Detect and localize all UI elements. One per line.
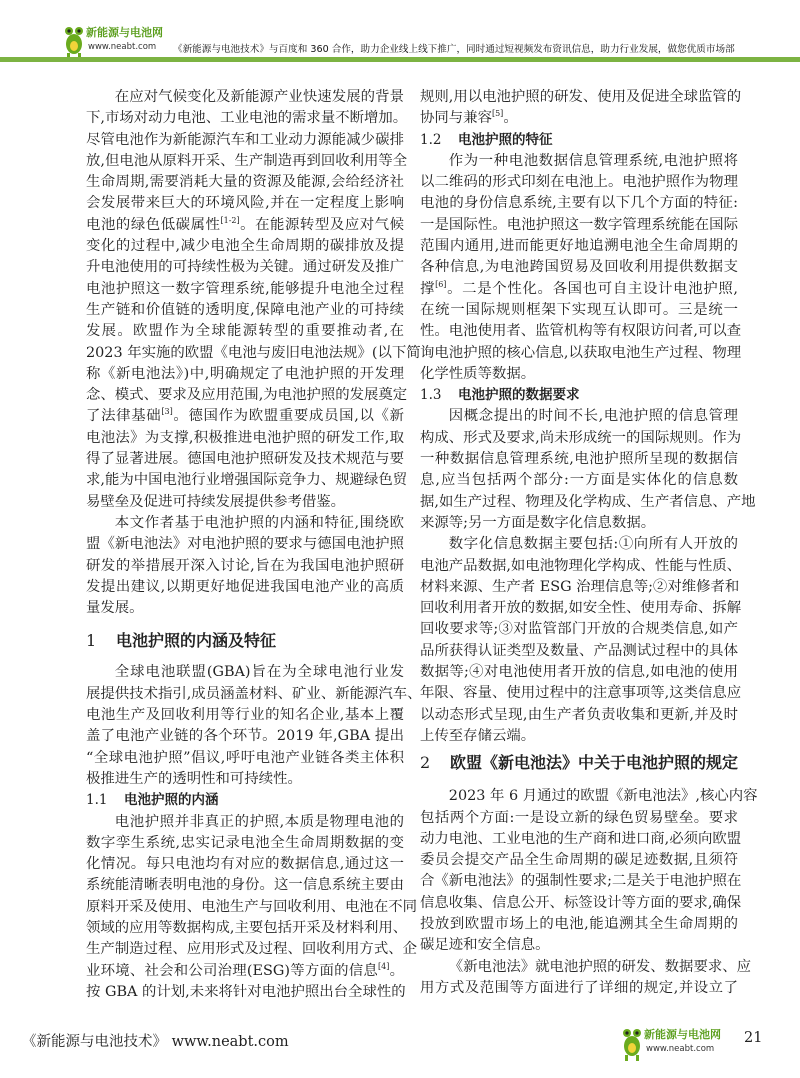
text-line: 年限、容量、使用过程中的注意事项等,这类信息应	[420, 685, 742, 702]
text-line: 电池生产及回收利用等行业的知名企业,基本上覆	[86, 707, 404, 724]
text-line: 电池护照并非真正的护照,本质是物理电池的	[114, 813, 404, 830]
text-line: 得了显著进展。德国电池护照研发及技术规范与要	[86, 451, 404, 468]
heading-number: 1.2	[420, 131, 442, 148]
heading-title: 电池护照的内涵	[124, 792, 219, 809]
text-span: 电池的绿色低碳属性	[86, 216, 221, 233]
text-line: 投放到欧盟市场上的电池,能追溯其全生命周期的	[420, 915, 738, 932]
text-line: 本文作者基于电池护照的内涵和特征,围绕欧	[114, 514, 404, 531]
text-line: 在统一国际规则框架下实现互认即可。三是统一	[420, 301, 738, 318]
text-line: 范围内通用,进而能更好地追溯电池全生命周期的	[420, 238, 738, 255]
text-span: 。	[503, 110, 518, 127]
text-line: 原料开采及使用、电池生产与回收利用、电池在不同	[86, 898, 417, 915]
text-line	[86, 215, 404, 236]
text-line: 品所获得认证类型及数量、产品测试过程中的具体	[420, 642, 738, 659]
text-line: 盟《新电池法》对电池护照的要求与德国电池护照	[86, 536, 404, 553]
text-line: 发提出建议,以期更好地促进我国电池产业的高质	[86, 578, 404, 595]
text-line: 回收要求等;③对监管部门开放的合规类信息,如产	[420, 621, 738, 638]
text-line: 一是国际性。电池护照这一数字管理系统能在国际	[420, 216, 738, 233]
text-span: 。德国作为欧盟重要成员国,以《新	[172, 408, 404, 425]
paragraph	[420, 786, 758, 956]
footer-logo	[620, 1024, 720, 1062]
heading-number: 1.3	[420, 387, 442, 404]
right-column	[420, 87, 758, 999]
text-line: 在应对气候变化及新能源产业快速发展的背景	[114, 89, 404, 105]
text-line: 展提供技术指引,成员涵盖材料、矿业、新能源汽车、	[86, 685, 422, 702]
heading-number: 1	[86, 631, 97, 651]
subsection-heading	[420, 385, 738, 406]
paragraph	[420, 87, 742, 130]
text-line: 尽管电池作为新能源汽车和工业动力源能减少碳排	[86, 131, 404, 148]
text-line: 委员会提交产品全生命周期的碳足迹数据,且须符	[420, 852, 738, 869]
logo-name: 新能源与电池网	[86, 26, 163, 39]
text-line: 领域的应用等数据构成,主要包括开采及材料利用、	[86, 919, 408, 936]
heading-title: 欧盟《新电池法》中关于电池护照的规定	[450, 753, 739, 773]
text-line: 据,如生产过程、物理及化学构成、生产者信息、产地	[420, 493, 756, 510]
text-line: 量发展。	[86, 600, 144, 617]
text-line: 《新电池法》就电池护照的研发、数据要求、应	[448, 958, 752, 975]
text-line: 下,市场对动力电池、工业电池的需求量不断增加。	[86, 110, 408, 127]
text-line: 包括两个方面:一是设立新的绿色贸易壁垒。要求	[420, 809, 738, 826]
paragraph	[420, 151, 742, 385]
text-line: 动力电池、工业电池的生产商和进口商,必须向欧盟	[420, 830, 742, 847]
footer-journal: 《新能源与电池技术》 www.neabt.com	[22, 1034, 289, 1050]
header-tagline: 《新能源与电池技术》与百度和 360 合作，助力企业线上线下推广，同时通过短视频发布资讯信息，助力行业发展，做您优质市场部	[173, 44, 735, 55]
section-heading	[86, 628, 404, 654]
text-line: 化情况。每只电池均有对应的数据信息,通过这一	[86, 856, 404, 873]
text-span: 。在能源转型及应对气候	[239, 216, 404, 233]
text-line: 信息收集、信息公开、标签设计等方面的要求,确保	[420, 894, 742, 911]
text-line: 构成、形式及要求,尚未形成统一的国际规则。作为	[420, 429, 742, 446]
text-line: 化学性质等数据。	[420, 365, 536, 382]
text-line: “全球电池护照”倡议,呼吁电池产业链各类主体积	[86, 749, 404, 766]
paragraph	[86, 513, 404, 619]
text-line: 电池护照这一数字管理系统,能够提升电池全过程	[86, 280, 404, 297]
text-line: 材料来源、生产者 ESG 治理信息等;②对维修者和	[420, 578, 740, 595]
text-line: 回收利用者开放的数据,如安全性、使用寿命、拆解	[420, 600, 742, 617]
text-span: 协同与兼容	[420, 110, 492, 127]
left-column	[86, 87, 422, 1003]
text-line: 生命周期,需要消耗大量的资源及能源,会给经济社	[86, 174, 404, 191]
text-line: 以二维码的形式印刻在电池上。电池护照作为物理	[420, 174, 738, 191]
citation-ref: [5]	[491, 109, 504, 119]
subsection-heading	[420, 130, 738, 151]
text-line: 2023 年 6 月通过的欧盟《新电池法》,核心内容	[448, 788, 758, 805]
citation-ref: [6]	[435, 279, 447, 289]
text-line: 称《新电池法》)中,明确规定了电池护照的开发理	[86, 365, 404, 382]
citation-ref: [1-2]	[220, 215, 240, 225]
text-span: 。	[389, 962, 404, 979]
text-line: 一种数据信息管理系统,电池护照所呈现的数据信	[420, 451, 738, 468]
text-line: 生产链和价值链的透明度,保障电池产业的可持续	[86, 301, 404, 318]
frog-mascot-icon	[620, 1024, 644, 1062]
text-line	[420, 279, 738, 300]
logo-url: www.neabt.com	[646, 1044, 715, 1054]
logo-url: www.neabt.com	[88, 42, 157, 52]
text-line: 研发的举措展开深入讨论,旨在为我国电池护照研	[86, 557, 404, 574]
text-line: 数字孪生系统,忠实记录电池全生命周期数据的变	[86, 834, 404, 851]
text-line: 规则,用以电池护照的研发、使用及促进全球监管的	[420, 89, 742, 105]
text-line: 碳足迹和安全信息。	[420, 937, 550, 954]
citation-ref: [3]	[161, 407, 173, 417]
paragraph	[86, 87, 421, 513]
text-line: 2023 年实施的欧盟《电池与废旧电池法规》(以下简	[86, 344, 421, 361]
text-line: 全球电池联盟(GBA)旨在为全球电池行业发	[114, 664, 404, 681]
text-line: 放,但电池从原料开采、生产制造再到回收利用等全	[86, 152, 408, 169]
text-line: 作为一种电池数据信息管理系统,电池护照将	[448, 152, 738, 169]
paragraph	[420, 534, 742, 747]
paragraph	[86, 662, 422, 790]
text-line: 性。电池使用者、监管机构等有权限访问者,可以查	[420, 323, 742, 340]
text-span: 了法律基础	[86, 408, 162, 425]
paragraph	[86, 812, 417, 1004]
text-line: 电池的身份信息系统,主要有以下几个方面的特征:	[420, 195, 738, 212]
text-line: 盖了电池产业链的各个环节。2019 年,GBA 提出	[86, 728, 404, 745]
text-line: 按 GBA 的计划,未来将针对电池护照出台全球性的	[86, 983, 406, 1000]
frog-mascot-icon	[62, 22, 86, 60]
heading-title: 电池护照的内涵及特征	[116, 631, 277, 651]
text-line: 数字化信息数据主要包括:①向所有人开放的	[448, 536, 738, 553]
page-number: 21	[744, 1030, 763, 1046]
text-line: 易壁垒及促进可持续发展提供参考借鉴。	[86, 493, 346, 510]
paragraph	[420, 406, 756, 534]
text-line	[86, 406, 404, 427]
heading-title: 电池护照的特征	[458, 131, 553, 148]
text-line	[420, 108, 738, 129]
text-line: 系统能清晰表明电池的身份。这一信息系统主要由	[86, 877, 404, 894]
section-heading	[420, 750, 738, 776]
text-line: 求,能为中国电池行业增强国际竞争力、规避绿色贸	[86, 472, 408, 489]
header-logo	[62, 22, 162, 60]
text-span: 业环境、社会和公司治理(ESG)等方面的信息	[86, 962, 379, 979]
text-line: 上传至存储云端。	[420, 727, 536, 744]
header-divider	[0, 57, 800, 62]
text-line: 来源等;另一方面是数字化信息数据。	[420, 514, 656, 531]
text-line: 发展。欧盟作为全球能源转型的重要推动者,在	[86, 323, 404, 340]
text-line: 息,应当包括两个部分:一方面是实体化的信息数	[420, 472, 738, 489]
text-span: 撑	[420, 280, 436, 297]
text-line: 变化的过程中,减少电池全生命周期的碳排放及提	[86, 238, 404, 255]
logo-name: 新能源与电池网	[644, 1028, 721, 1041]
text-span: 。二是个性化。各国也可自主设计电池护照,	[446, 280, 738, 297]
subsection-heading	[86, 790, 404, 811]
text-line: 电池法》为支撑,积极推进电池护照的研发工作,取	[86, 429, 404, 446]
text-line: 询电池护照的核心信息,以获取电池生产过程、物理	[420, 344, 742, 361]
text-line: 数据等;④对电池使用者开放的信息,如电池的使用	[420, 664, 738, 681]
text-line: 电池产品数据,如电池物理化学构成、性能与性质、	[420, 557, 742, 574]
text-line: 生产制造过程、应用形式及过程、回收利用方式、企	[86, 941, 417, 958]
paragraph	[420, 957, 752, 1000]
citation-ref: [4]	[378, 961, 390, 971]
heading-title: 电池护照的数据要求	[458, 387, 580, 404]
heading-number: 2	[420, 753, 431, 773]
heading-number: 1.1	[86, 792, 108, 809]
text-line: 极推进生产的透明性和可持续性。	[86, 770, 302, 787]
text-line: 会发展带来巨大的环境风险,并在一定程度上影响	[86, 195, 404, 212]
text-line	[86, 961, 404, 982]
text-line: 因概念提出的时间不长,电池护照的信息管理	[448, 408, 738, 425]
text-line: 念、模式、要求及应用范围,为电池护照的发展奠定	[86, 387, 408, 404]
text-line: 合《新电池法》的强制性要求;二是关于电池护照在	[420, 873, 742, 890]
text-line: 各种信息,为电池跨国贸易及回收利用提供数据支	[420, 259, 738, 276]
text-line: 用方式及范围等方面进行了详细的规定,并设立了	[420, 979, 738, 996]
text-line: 以动态形式呈现,由生产者负责收集和更新,并及时	[420, 706, 738, 723]
text-line: 升电池使用的可持续性极为关键。通过研发及推广	[86, 259, 404, 276]
